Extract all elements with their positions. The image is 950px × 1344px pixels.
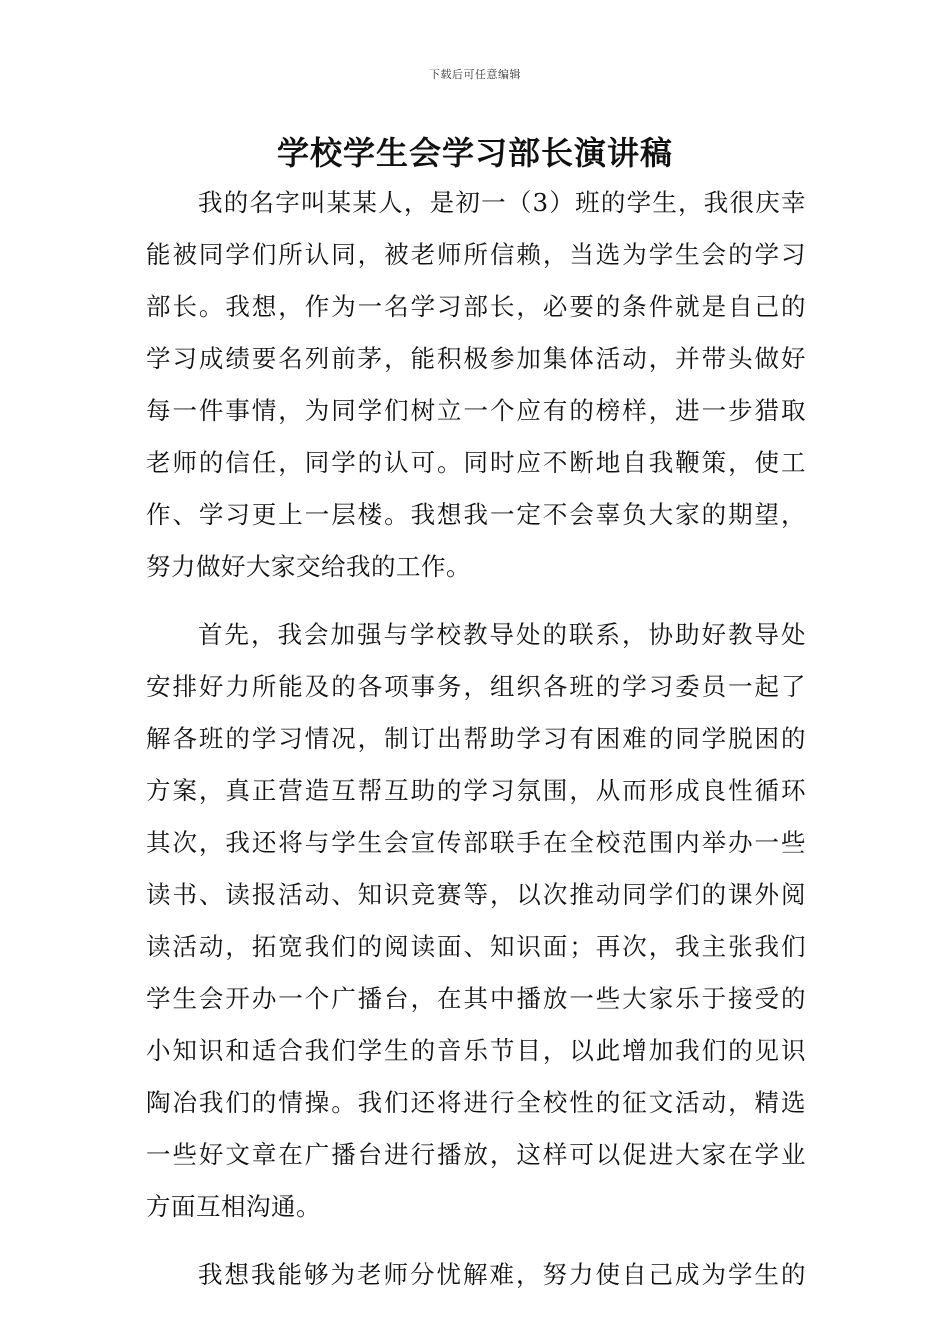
- paragraph-1-line: 每一件事情，为同学们树立一个应有的榜样，进一步猎取: [146, 396, 806, 425]
- paragraph-2-line: 安排好力所能及的各项事务，组织各班的学习委员一起了: [146, 672, 806, 701]
- paragraph-3-line: 我想我能够为老师分忧解难，努力使自己成为学生的: [198, 1260, 806, 1289]
- paragraph-2-line: 读书、读报活动、知识竞赛等，以次推动同学们的课外阅: [146, 880, 806, 909]
- paragraph-1-line: 作、学习更上一层楼。我想我一定不会辜负大家的期望，: [146, 500, 806, 529]
- paragraph-2-line: 其次，我还将与学生会宣传部联手在全校范围内举办一些: [146, 828, 806, 857]
- paragraph-2-line: 解各班的学习情况，制订出帮助学习有困难的同学脱困的: [146, 724, 806, 753]
- paragraph-1-line: 能被同学们所认同，被老师所信赖，当选为学生会的学习: [146, 240, 806, 269]
- document-title: 学校学生会学习部长演讲稿: [276, 134, 673, 172]
- paragraph-1-line: 学习成绩要名列前茅，能积极参加集体活动，并带头做好: [146, 344, 806, 373]
- paragraph-1-line: 我的名字叫某某人，是初一（3）班的学生，我很庆幸: [198, 188, 806, 217]
- paragraph-1-line: 老师的信任，同学的认可。同时应不断地自我鞭策，使工: [146, 448, 806, 477]
- paragraph-2-line: 方案，真正营造互帮互助的学习氛围，从而形成良性循环: [146, 776, 806, 805]
- paragraph-2-line: 一些好文章在广播台进行播放，这样可以促进大家在学业: [146, 1140, 806, 1169]
- paragraph-1-line: 努力做好大家交给我的工作。: [146, 552, 471, 581]
- paragraph-1-line: 部长。我想，作为一名学习部长，必要的条件就是自己的: [146, 292, 806, 321]
- document-body: [146, 177, 806, 1301]
- paragraph-2-line: 读活动，拓宽我们的阅读面、知识面；再次，我主张我们: [146, 932, 806, 961]
- paragraph-2-line: 方面互相沟通。: [146, 1192, 321, 1221]
- paragraph-2-line: 学生会开办一个广播台，在其中播放一些大家乐于接受的: [146, 984, 806, 1013]
- paragraph-2-line: 小知识和适合我们学生的音乐节目，以此增加我们的见识: [146, 1036, 806, 1065]
- header-note: 下载后可任意编辑: [429, 68, 521, 81]
- paragraph-2-line: 陶冶我们的情操。我们还将进行全校性的征文活动，精选: [146, 1088, 806, 1117]
- paragraph-2-line: 首先，我会加强与学校教导处的联系，协助好教导处: [198, 620, 806, 649]
